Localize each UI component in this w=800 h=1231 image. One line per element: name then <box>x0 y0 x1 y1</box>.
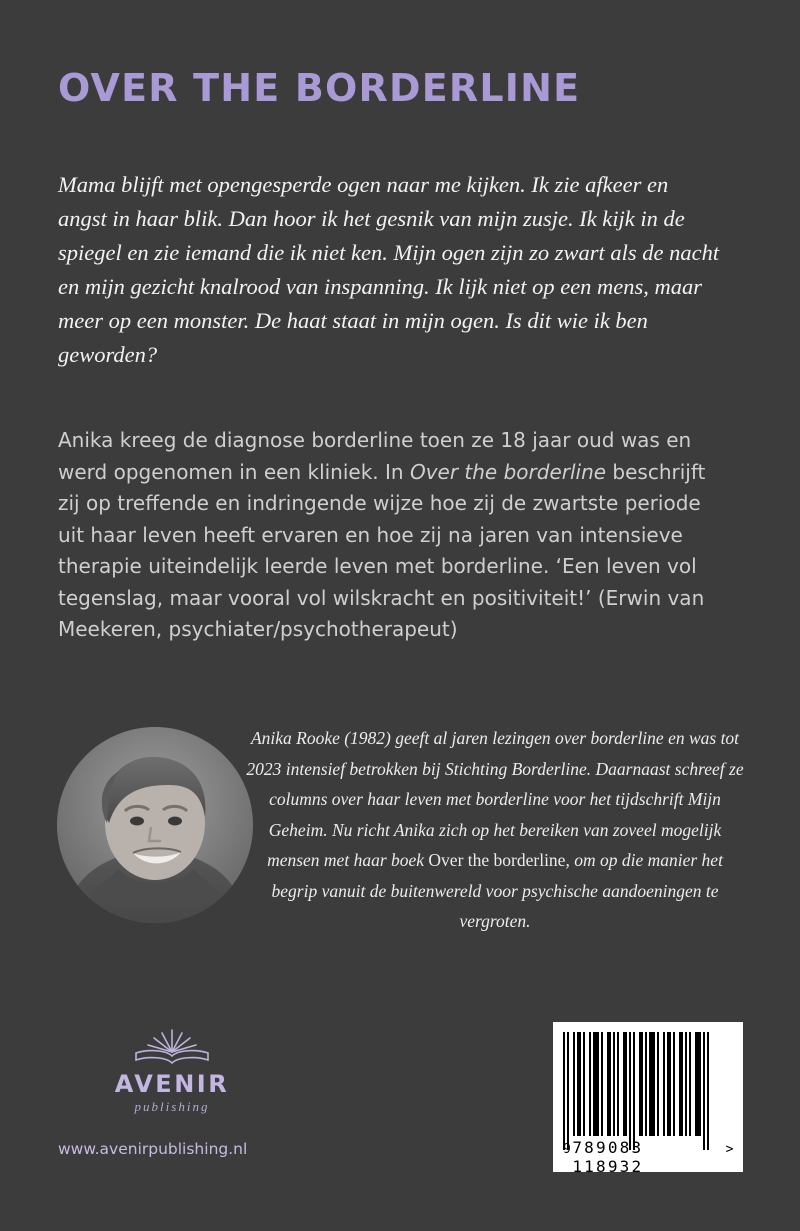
isbn-barcode <box>553 1022 743 1176</box>
avenir-mark-icon <box>126 1022 218 1066</box>
publisher-logo <box>92 1022 252 1115</box>
book-fan-icon <box>92 1022 252 1066</box>
author-bio-part-2: , om op die manier het begrip vanuit de buitenwereld voor psychische aandoeningen te vergroten. <box>271 850 723 931</box>
barcode-main-digits: 789083 118932 <box>572 1138 644 1176</box>
barcode-digits <box>563 1138 735 1176</box>
publisher-name: AVENIR <box>114 1070 230 1098</box>
barcode-lead-digit: 9 <box>563 1142 573 1157</box>
page-title: OVER THE BORDERLINE <box>58 66 581 110</box>
blurb-book-title: Over the borderline <box>409 459 607 484</box>
barcode-trail-mark: > <box>725 1142 735 1157</box>
author-bio <box>245 723 745 937</box>
publisher-tagline: publishing <box>134 1099 210 1114</box>
author-bio-book-title: Over the borderline <box>428 850 566 870</box>
author-photo-illustration <box>57 727 253 923</box>
barcode-bars <box>563 1032 733 1136</box>
blurb-part-2: beschrijft zij op treffende en indringende wijze hoe zij de zwartste periode uit haar leven heeft ervaren en hoe zij na jaren van intensieve therapie uiteindelijk leerde leven met borderline. ‘Een leven vol tegenslag, maar vooral vol wilskracht en positiviteit!’ (Erwin van Meekeren, psychiater/psychotherapeut) <box>58 459 706 641</box>
publisher-website[interactable]: www.avenirpublishing.nl <box>58 1140 248 1158</box>
book-excerpt-quote: Mama blijft met opengesperde ogen naar me kijken. Ik zie afkeer en angst in haar blik. Dan hoor ik het gesnik van mijn zusje. Ik kijk in de spiegel en zie iemand die ik niet ken. Mijn ogen zijn zo zwart als de nacht en mijn gezicht knalrood van inspanning. Ik lijk niet op een mens, maar meer op een monster. De haat staat in mijn ogen. Is dit wie ik ben geworden? <box>58 172 720 367</box>
author-bio-part-1: Anika Rooke (1982) geeft al jaren lezingen over borderline en was tot 2023 intensief betrokken bij Stichting Borderline. Daarnaast schreef ze columns over haar leven met borderline voor het tijdschrift Mijn Geheim. Nu richt Anika zich op het bereiken van zoveel mogelijk mensen met haar boek <box>246 728 744 870</box>
blurb-part-1: Anika kreeg de diagnose borderline toen ze 18 jaar oud was en werd opgenomen in een kliniek. In <box>58 428 692 484</box>
author-portrait-photo <box>57 727 253 923</box>
book-blurb <box>58 425 718 646</box>
